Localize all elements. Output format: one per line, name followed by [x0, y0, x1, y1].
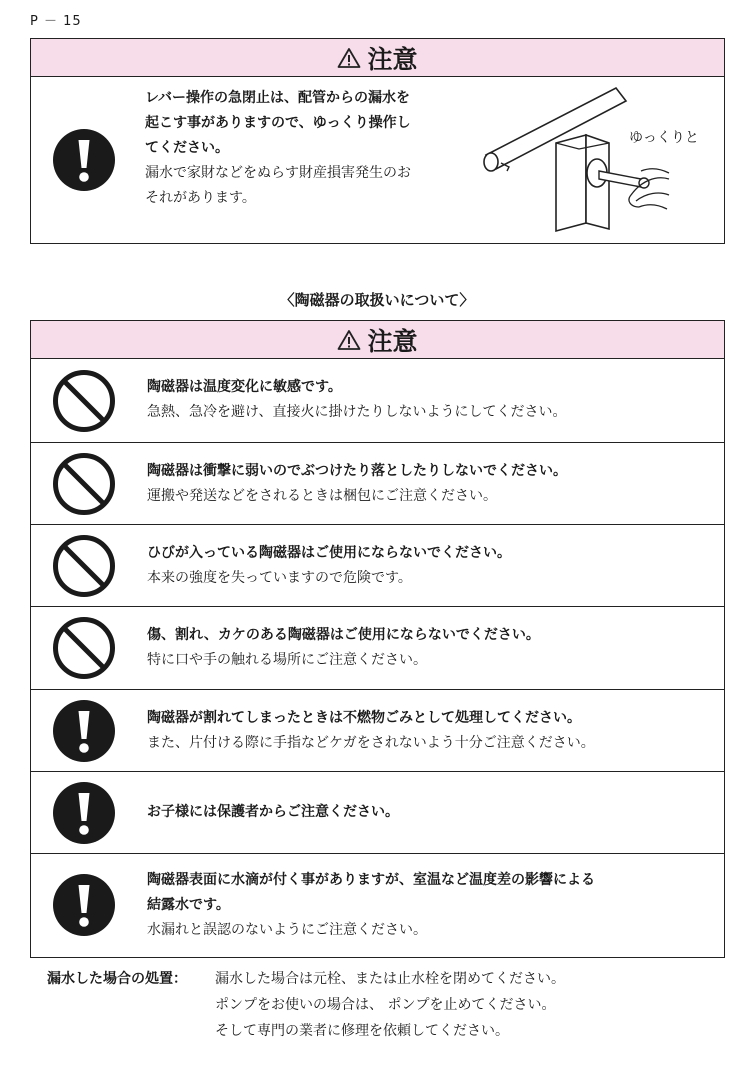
caution-header-label: 注意 [367, 326, 418, 356]
item-bold-line: お子様には保護者からご注意ください。 [147, 804, 399, 820]
item-bold-line: 陶磁器が割れてしまったときは不燃物ごみとして処理してください。 [147, 710, 581, 726]
leak-handling-line: ポンプをお使いの場合は、 ポンプを止めてください。 [215, 997, 556, 1013]
caution-line: 漏水で家財などをぬらす財産損害発生のお [145, 165, 411, 181]
ceramic-item-text [147, 375, 714, 425]
ceramic-item-text [147, 868, 714, 943]
ceramic-item-text [147, 541, 714, 591]
caution-header-label: 注意 [367, 44, 418, 74]
item-bold-line: 傷、割れ、カケのある陶磁器はご使用にならないでください。 [147, 627, 540, 643]
item-bold-line: 結露水です。 [147, 897, 230, 913]
ceramic-item-text [147, 459, 714, 509]
illustration-caption: ゆっくりと [629, 130, 699, 146]
prohibition-icon [52, 534, 116, 598]
page-number: P － 15 [30, 14, 82, 29]
section-title: 〈陶磁器の取扱いについて〉 [279, 291, 475, 309]
leak-handling-label: 漏水した場合の処置： [47, 971, 187, 987]
mandatory-icon [52, 873, 116, 937]
ceramic-item-row [31, 525, 724, 607]
prohibition-icon [52, 452, 116, 516]
caution-bold-line: 起こす事がありますので、ゆっくり操作し [145, 115, 411, 131]
ceramic-item-row [31, 690, 724, 772]
item-bold-line: 陶磁器は温度変化に敏感です。 [147, 379, 342, 395]
item-line: 急熱、急冷を避け、直接火に掛けたりしないようにしてください。 [147, 404, 567, 420]
item-bold-line: 陶磁器表面に水滴が付く事がありますが、室温など温度差の影響による [147, 872, 595, 888]
ceramic-item-text [147, 800, 714, 825]
caution-line: それがあります。 [145, 190, 256, 206]
ceramic-caution-box [30, 320, 725, 958]
item-line: 特に口や手の触れる場所にご注意ください。 [147, 652, 427, 668]
ceramic-item-row [31, 772, 724, 854]
caution-bold-line: レバー操作の急閉止は、配管からの漏水を [145, 90, 411, 106]
lever-caution-text [145, 86, 484, 211]
lever-caution-row [31, 77, 724, 243]
warning-triangle-icon [337, 47, 361, 69]
prohibition-icon [52, 369, 116, 433]
mandatory-icon [52, 781, 116, 845]
caution-header [31, 39, 724, 77]
lever-caution-box [30, 38, 725, 244]
item-line: また、片付ける際に手指などケガをされないよう十分ご注意ください。 [147, 735, 595, 751]
ceramic-item-row [31, 359, 724, 443]
mandatory-icon [52, 699, 116, 763]
ceramic-item-row [31, 443, 724, 525]
ceramic-item-row [31, 607, 724, 690]
item-bold-line: ひびが入っている陶磁器はご使用にならないでください。 [147, 545, 511, 561]
ceramic-item-row [31, 854, 724, 957]
item-line: 水漏れと誤認のないようにご注意ください。 [147, 922, 427, 938]
caution-bold-line: てください。 [145, 140, 229, 156]
item-line: 運搬や発送などをされるときは梱包にご注意ください。 [147, 488, 497, 504]
item-line: 本来の強度を失っていますので危険です。 [147, 570, 412, 586]
warning-triangle-icon [337, 329, 361, 351]
leak-handling-line: 漏水した場合は元栓、または止水栓を閉めてください。 [215, 971, 565, 987]
mandatory-icon [52, 128, 116, 192]
leak-handling-lines [215, 966, 565, 1044]
caution-header [31, 321, 724, 359]
prohibition-icon [52, 616, 116, 680]
item-bold-line: 陶磁器は衝撃に弱いのでぶつけたり落としたりしないでください。 [147, 463, 567, 479]
leak-handling-line: そして専門の業者に修理を依頼してください。 [215, 1023, 509, 1039]
faucet-lever-illustration [481, 83, 671, 233]
ceramic-item-text [147, 706, 714, 756]
ceramic-item-text [147, 623, 714, 673]
